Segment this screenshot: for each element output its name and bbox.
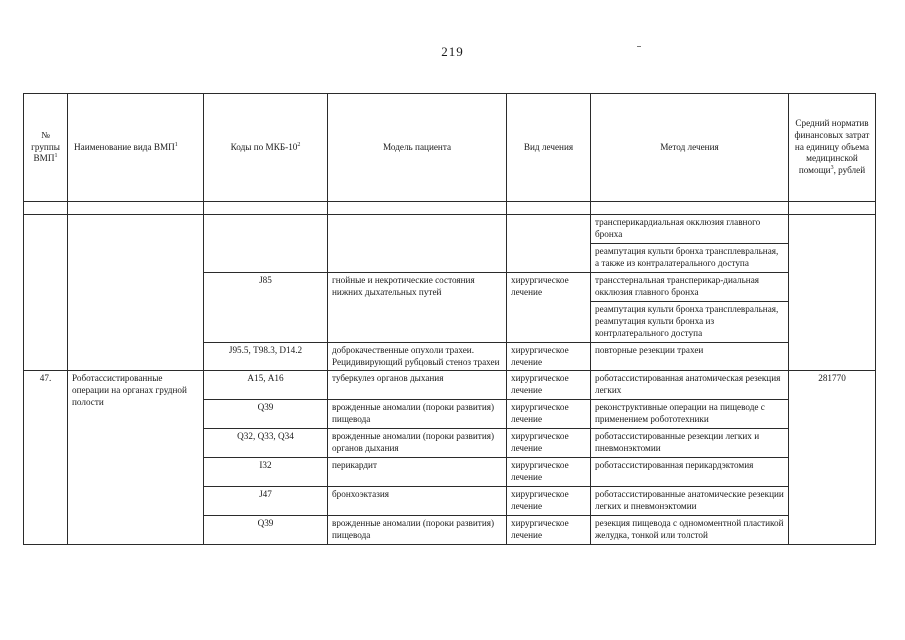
cell-type (507, 215, 591, 273)
page-number: 219 (441, 44, 464, 59)
cell-method: роботассистированная перикардэктомия (591, 458, 789, 487)
cell-code: J95.5, Т98.3, D14.2 (204, 342, 328, 371)
cell-group-no: 47. (24, 371, 68, 544)
cell-method: трансперикардиальная окклюзия главного бронха (591, 215, 789, 244)
cell-vmp-name: Роботассистированные операции на органах грудной полости (68, 371, 204, 544)
cell-method: реампутация культи бронха трансплевральная, а также из контралатерального доступа (591, 243, 789, 272)
cell-code: Q39 (204, 400, 328, 429)
cell-model: доброкачественные опухоли трахеи. Рецидивирующий рубцовый стеноз трахеи (328, 342, 507, 371)
cell-group-no (24, 215, 68, 371)
cell-code: J85 (204, 272, 328, 342)
cell-code (204, 215, 328, 273)
cell-model: бронхоэктазия (328, 487, 507, 516)
cell-method: реампутация культи бронха трансплевральная, реампутация культи бронха из контрлатерального доступа (591, 301, 789, 342)
table-row (24, 215, 876, 244)
table-break-row (24, 202, 876, 215)
header-icd-codes: Коды по МКБ-$10^2$ (204, 94, 328, 202)
cell-code: А15, А16 (204, 371, 328, 400)
cell-vmp-name (68, 215, 204, 371)
cell-method: резекция пищевода с одномоментной пластикой желудка, тонкой или толстой (591, 516, 789, 545)
cell-method: трансстернальная трансперикар-диальная окклюзия главного бронха (591, 272, 789, 301)
cell-model: перикардит (328, 458, 507, 487)
header-cost-standard: Средний норматив финансовых затрат на единицу объема медицинской помощи$^3$, рублей (789, 94, 876, 202)
table-row (24, 371, 876, 400)
header-vmp-name: Наименование вида ВМП$^1$ (68, 94, 204, 202)
header-patient-model: Модель пациента (328, 94, 507, 202)
header-treatment-method: Метод лечения (591, 94, 789, 202)
cell-method: роботассистированные резекции легких и пневмонэктомии (591, 429, 789, 458)
cell-model: врожденные аномалии (пороки развития) органов дыхания (328, 429, 507, 458)
cell-code: Q39 (204, 516, 328, 545)
cell-method: повторные резекции трахеи (591, 342, 789, 371)
header-group-no: № группы ВМП$^1$ (24, 94, 68, 202)
cell-method: роботассистированные анатомические резекции легких и пневмонэктомии (591, 487, 789, 516)
cell-code: I32 (204, 458, 328, 487)
cell-model: туберкулез органов дыхания (328, 371, 507, 400)
cell-code: Q32, Q33, Q34 (204, 429, 328, 458)
cell-code: J47 (204, 487, 328, 516)
cell-type: хирургическое лечение (507, 371, 591, 400)
cell-model (328, 215, 507, 273)
cell-type: хирургическое лечение (507, 458, 591, 487)
cell-method: реконструктивные операции на пищеводе с применением робототехники (591, 400, 789, 429)
vmp-table (23, 93, 876, 545)
cell-model: врожденные аномалии (пороки развития) пищевода (328, 400, 507, 429)
cell-type: хирургическое лечение (507, 272, 591, 342)
cell-model: гнойные и некротические состояния нижних дыхательных путей (328, 272, 507, 342)
cell-type: хирургическое лечение (507, 342, 591, 371)
scan-mark (637, 46, 641, 47)
cell-cost (789, 215, 876, 371)
cell-type: хирургическое лечение (507, 487, 591, 516)
cell-cost: 281770 (789, 371, 876, 544)
header-treatment-type: Вид лечения (507, 94, 591, 202)
cell-type: хирургическое лечение (507, 400, 591, 429)
cell-model: врожденные аномалии (пороки развития) пищевода (328, 516, 507, 545)
cell-type: хирургическое лечение (507, 429, 591, 458)
header-row (24, 94, 876, 202)
cell-type: хирургическое лечение (507, 516, 591, 545)
cell-method: роботассистированная анатомическая резекция легких (591, 371, 789, 400)
